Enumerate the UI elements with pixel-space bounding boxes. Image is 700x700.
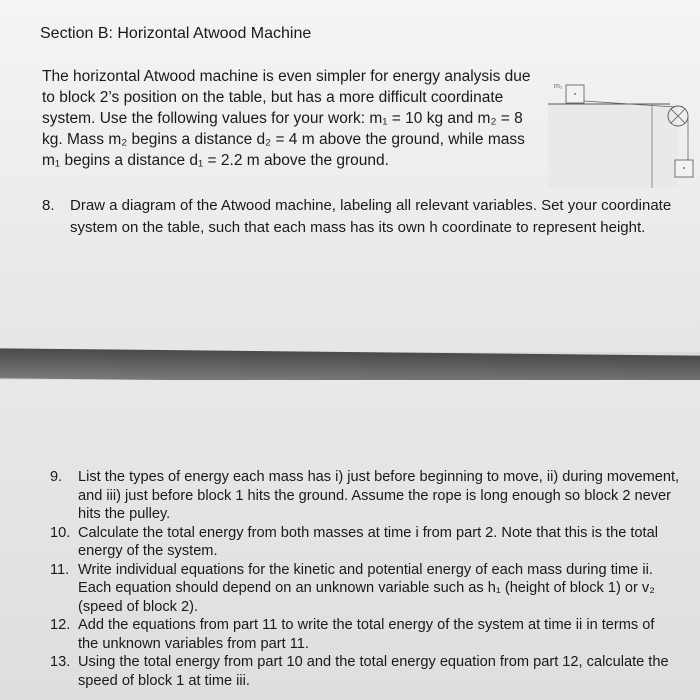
question-line: Using the total energy from part 10 and the total energy equation from part 12, calculate the — [78, 654, 669, 670]
question-9 — [50, 468, 690, 524]
question-line: and iii) just before block 1 hits the ground. Assume the rope is long enough so block 2 never — [78, 487, 672, 504]
question-number: 13. — [50, 654, 71, 670]
question-line: energy of the system. — [78, 543, 218, 559]
intro-line: to block 2’s position on the table, but has a more difficult coordinate — [42, 89, 504, 106]
question-line: Each equation should depend on an unknown variable such as h₁ (height of block 1) or v₂ — [78, 580, 655, 596]
question-line: the unknown variables from part 11. — [78, 635, 309, 652]
section-title: Section B: Horizontal Atwood Machine — [40, 25, 312, 42]
question-line: (speed of block 2). — [78, 598, 199, 615]
table-top — [548, 104, 678, 188]
question-number: 10. — [50, 524, 71, 541]
intro-line: kg. Mass m₂ begins a distance d₂ = 4 m above the ground, while mass — [42, 131, 525, 148]
atwood-machine-figure — [548, 76, 698, 188]
question-11 — [50, 561, 690, 617]
intro-line: m₁ begins a distance d₁ = 2.2 m above the ground. — [42, 152, 389, 169]
question-number: 11. — [50, 561, 70, 578]
question-line: speed of block 1 at time iii. — [78, 672, 250, 689]
label-m2: m₂ — [554, 83, 563, 90]
question-list — [50, 468, 690, 690]
question-12 — [50, 616, 690, 653]
question-13 — [50, 653, 690, 690]
intro-paragraph — [42, 66, 542, 171]
question-8 — [42, 195, 700, 239]
question-line: List the types of energy each mass has i) just before beginning to move, ii) during movement, — [78, 469, 680, 485]
question-line: Calculate the total energy from both masses at time i from part 2. Note that this is the total — [78, 524, 658, 541]
question-10 — [50, 524, 690, 561]
intro-line: The horizontal Atwood machine is even simpler for energy analysis due — [42, 68, 531, 85]
question-text: Draw a diagram of the Atwood machine, labeling all relevant variables. Set your coordinate — [70, 197, 672, 214]
question-number: 9. — [50, 469, 63, 485]
question-number: 12. — [50, 617, 71, 633]
question-line: Add the equations from part 11 to write the total energy of the system at time ii in terms of — [78, 617, 655, 633]
question-line: Write individual equations for the kinetic and potential energy of each mass during time ii. — [78, 561, 653, 578]
question-line: hits the pulley. — [78, 506, 171, 522]
question-text: system on the table, such that each mass has its own h coordinate to represent height. — [70, 219, 646, 236]
question-number: 8. — [42, 197, 55, 214]
intro-line: system. Use the following values for your work: m₁ = 10 kg and m₂ = 8 — [42, 110, 523, 127]
